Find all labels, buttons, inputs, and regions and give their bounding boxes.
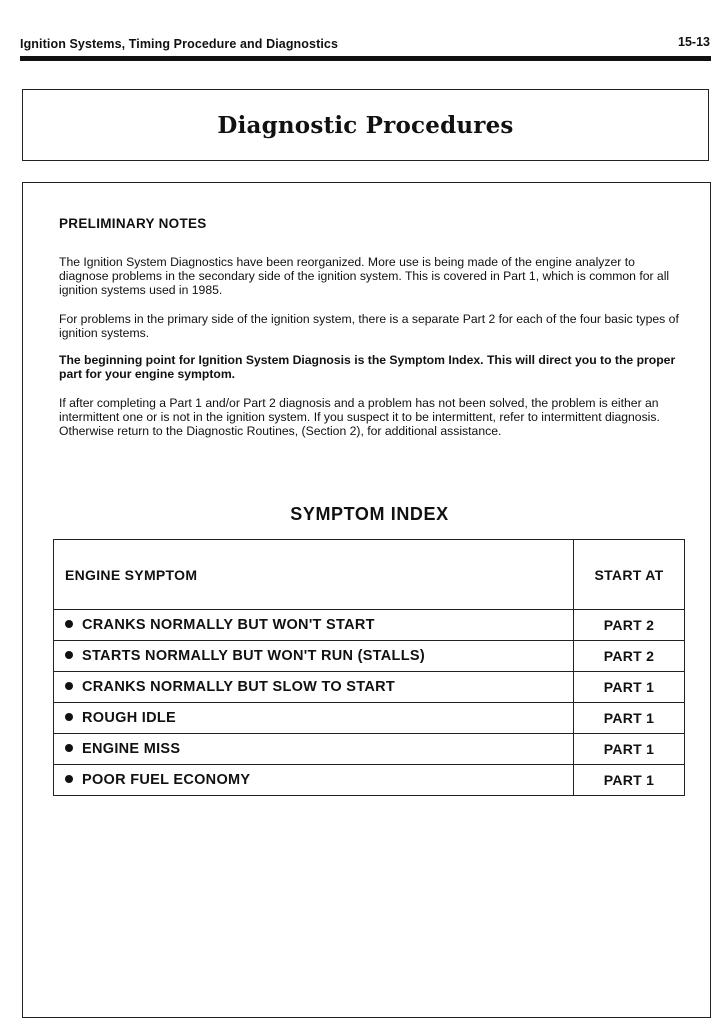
title-box	[22, 89, 709, 161]
column-header-engine-symptom: ENGINE SYMPTOM	[54, 540, 574, 610]
symptom-text: CRANKS NORMALLY BUT WON'T START	[82, 617, 375, 633]
table-row	[54, 641, 685, 672]
table-row	[54, 672, 685, 703]
notes-paragraph-emphasis: The beginning point for Ignition System Diagnosis is the Symptom Index. This will direct you to the proper part for your engine symptom.	[59, 353, 676, 381]
symptom-cell	[54, 765, 574, 796]
start-at-cell: PART 1	[574, 672, 685, 703]
symptom-cell	[54, 610, 574, 641]
table-row	[54, 703, 685, 734]
symptom-index-table	[53, 539, 685, 796]
symptom-text: ENGINE MISS	[82, 741, 181, 757]
symptom-text: CRANKS NORMALLY BUT SLOW TO START	[82, 679, 396, 695]
symptom-text: POOR FUEL ECONOMY	[82, 772, 251, 788]
table-row	[54, 734, 685, 765]
column-header-start-at: START AT	[574, 540, 685, 610]
bullet-icon	[65, 620, 73, 628]
content-box	[22, 182, 711, 1018]
table-header-row	[54, 540, 685, 610]
symptom-cell	[54, 734, 574, 765]
bullet-icon	[65, 744, 73, 752]
start-at-cell: PART 1	[574, 703, 685, 734]
header-rule	[20, 56, 711, 61]
start-at-cell: PART 2	[574, 610, 685, 641]
table-row	[54, 765, 685, 796]
notes-paragraph: For problems in the primary side of the ignition system, there is a separate Part 2 for each of the four basic types of ignition systems.	[59, 312, 679, 340]
notes-paragraph: If after completing a Part 1 and/or Part 2 diagnosis and a problem has not been solved, the problem is either an intermittent one or is not in the ignition system. If you suspect it to be intermittent, refer to intermittent diagnosis. Otherwise return to the Diagnostic Routines, (Section 2), for additional assistance.	[59, 396, 660, 438]
bullet-icon	[65, 775, 73, 783]
start-at-cell: PART 2	[574, 641, 685, 672]
start-at-cell: PART 1	[574, 734, 685, 765]
start-at-cell: PART 1	[574, 765, 685, 796]
symptom-cell	[54, 703, 574, 734]
page-title: Diagnostic Procedures	[217, 112, 514, 139]
symptom-cell	[54, 641, 574, 672]
table-row	[54, 610, 685, 641]
bullet-icon	[65, 682, 73, 690]
notes-heading: PRELIMINARY NOTES	[59, 216, 207, 231]
notes-paragraph: The Ignition System Diagnostics have been reorganized. More use is being made of the engine analyzer to diagnose problems in the secondary side of the ignition system. This is covered in Part 1, which is common for all ignition systems used in 1985.	[59, 255, 670, 297]
bullet-icon	[65, 713, 73, 721]
page-number: 15-13	[678, 35, 710, 49]
symptom-text: ROUGH IDLE	[82, 710, 177, 726]
symptom-text: STARTS NORMALLY BUT WON'T RUN (STALLS)	[82, 648, 425, 664]
symptom-index-title: SYMPTOM INDEX	[290, 504, 449, 524]
running-head-title: Ignition Systems, Timing Procedure and Diagnostics	[20, 37, 339, 51]
bullet-icon	[65, 651, 73, 659]
symptom-cell	[54, 672, 574, 703]
